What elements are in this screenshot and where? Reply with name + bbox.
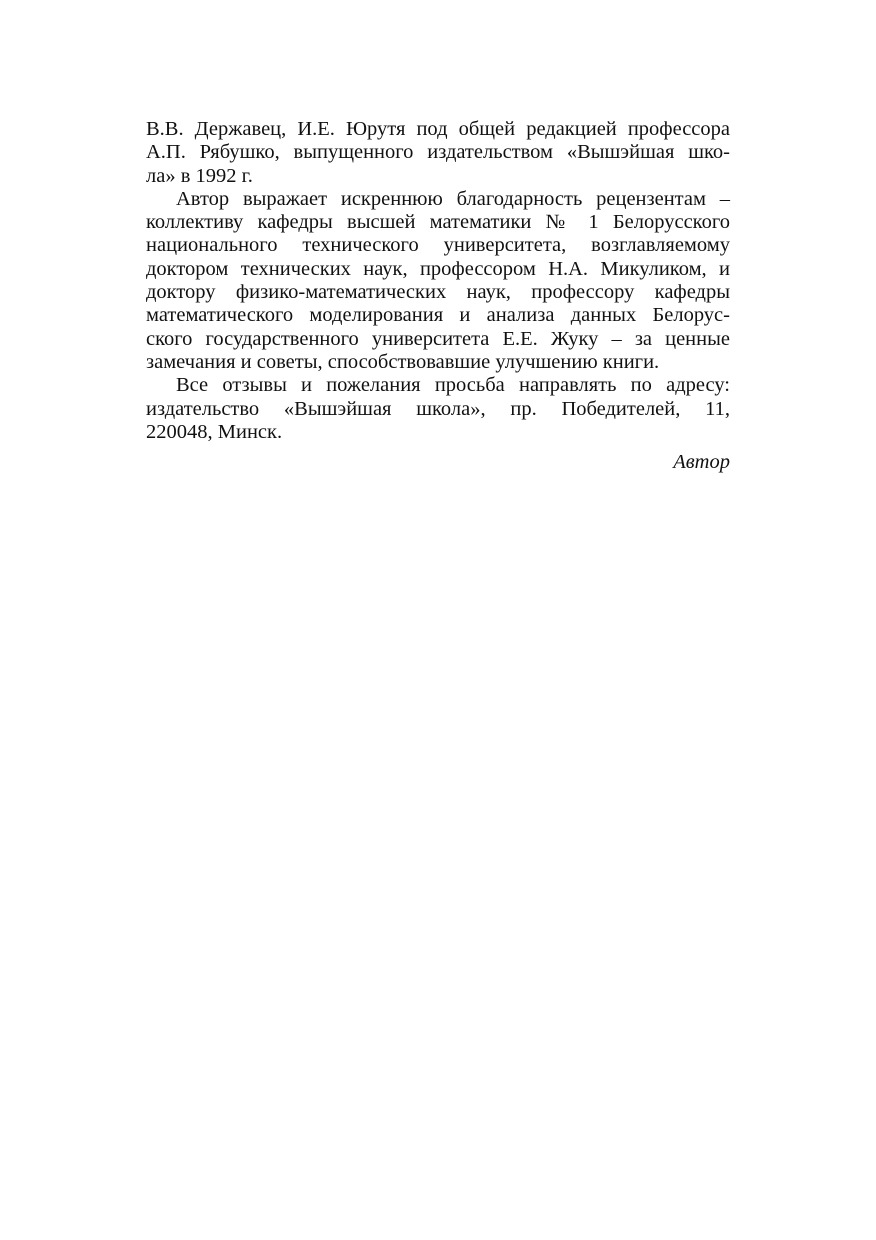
text-line: 220048, Минск. [146,420,283,443]
text-line: ла» в 1992 г. [146,164,253,187]
paragraph-references [146,118,730,188]
text-line: В.В. Державец, И.Е. Юрутя под общей редакцией профессора [146,118,730,140]
text-line: национального технического университета, возглавляемому [146,234,730,257]
text-line: коллективу кафедры высшей математики № 1 Белорусского [146,211,730,234]
text-line: замечания и советы, способствовавшие улучшению книги. [146,350,660,373]
paragraph-feedback-address [146,374,730,444]
text-line: издательство «Вышэйшая школа», пр. Победителей, 11, [146,397,730,420]
body-text [146,118,730,444]
text-line: доктором технических наук, профессором Н.А. Микуликом, и [146,257,730,280]
text-line: Все отзывы и пожелания просьба направлять по адресу: [176,374,730,397]
text-line: ского государственного университета Е.Е. Жуку – за ценные [146,327,730,350]
paragraph-acknowledgements [146,188,730,374]
text-line: доктору физико-математических наук, профессору кафедры [146,281,730,304]
text-line: Автор выражает искреннюю благодарность рецензентам – [176,187,730,210]
text-line: математического моделирования и анализа данных Белорус- [146,304,730,327]
text-line: А.П. Рябушко, выпущенного издательством «Вышэйшая шко- [146,141,730,164]
author-signature: Автор [673,451,730,473]
